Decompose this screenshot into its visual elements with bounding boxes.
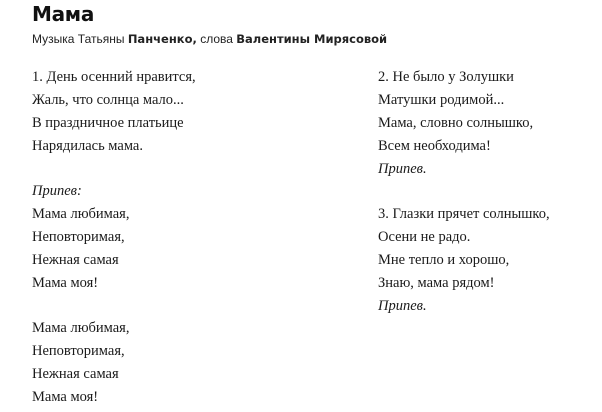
lyric-line: 3. Глазки прячет солнышко, xyxy=(378,206,550,222)
words-prefix: слова xyxy=(196,32,237,46)
lyric-line: Мама любимая, xyxy=(32,206,130,222)
lyric-line: 2. Не было у Золушки xyxy=(378,69,514,85)
lyric-line: Мама, словно солнышко, xyxy=(378,115,534,131)
lyrics-right-column xyxy=(378,66,550,318)
lyrics-left-column xyxy=(32,66,196,409)
song-title: Мама xyxy=(32,2,95,26)
stanza-gap xyxy=(378,181,550,203)
lyric-line: Жаль, что солнца мало... xyxy=(32,92,184,108)
song-credits xyxy=(32,32,387,46)
lyric-line: Мама моя! xyxy=(32,275,99,291)
verse-3 xyxy=(378,203,550,318)
chorus-1 xyxy=(32,180,196,295)
stanza-gap xyxy=(32,295,196,317)
lyricist-name: Валентины Мирясовой xyxy=(236,32,388,46)
lyric-line: Знаю, мама рядом! xyxy=(378,275,495,291)
lyric-line: Нежная самая xyxy=(32,366,119,382)
stanza-gap xyxy=(32,158,196,180)
lyric-line: Матушки родимой... xyxy=(378,92,505,108)
lyric-line: Неповторимая, xyxy=(32,343,125,359)
lyric-line: Осени не радо. xyxy=(378,229,471,245)
lyric-line: Нежная самая xyxy=(32,252,119,268)
chorus-label: Припев: xyxy=(32,183,82,199)
lyric-line: Мне тепло и хорошо, xyxy=(378,252,510,268)
lyric-line: Неповторимая, xyxy=(32,229,125,245)
lyric-line: Всем необходима! xyxy=(378,138,491,154)
lyric-line: Нарядилась мама. xyxy=(32,138,143,154)
lyric-line: Мама моя! xyxy=(32,389,99,405)
verse-2 xyxy=(378,66,550,181)
chorus-reference: Припев. xyxy=(378,298,427,314)
chorus-reference: Припев. xyxy=(378,161,427,177)
lyric-line: Мама любимая, xyxy=(32,320,130,336)
composer-name: Панченко, xyxy=(127,32,197,46)
music-prefix: Музыка Татьяны xyxy=(32,32,128,46)
lyric-line: 1. День осенний нравится, xyxy=(32,69,196,85)
lyric-line: В праздничное платьице xyxy=(32,115,184,131)
verse-1 xyxy=(32,66,196,158)
chorus-2 xyxy=(32,317,196,409)
